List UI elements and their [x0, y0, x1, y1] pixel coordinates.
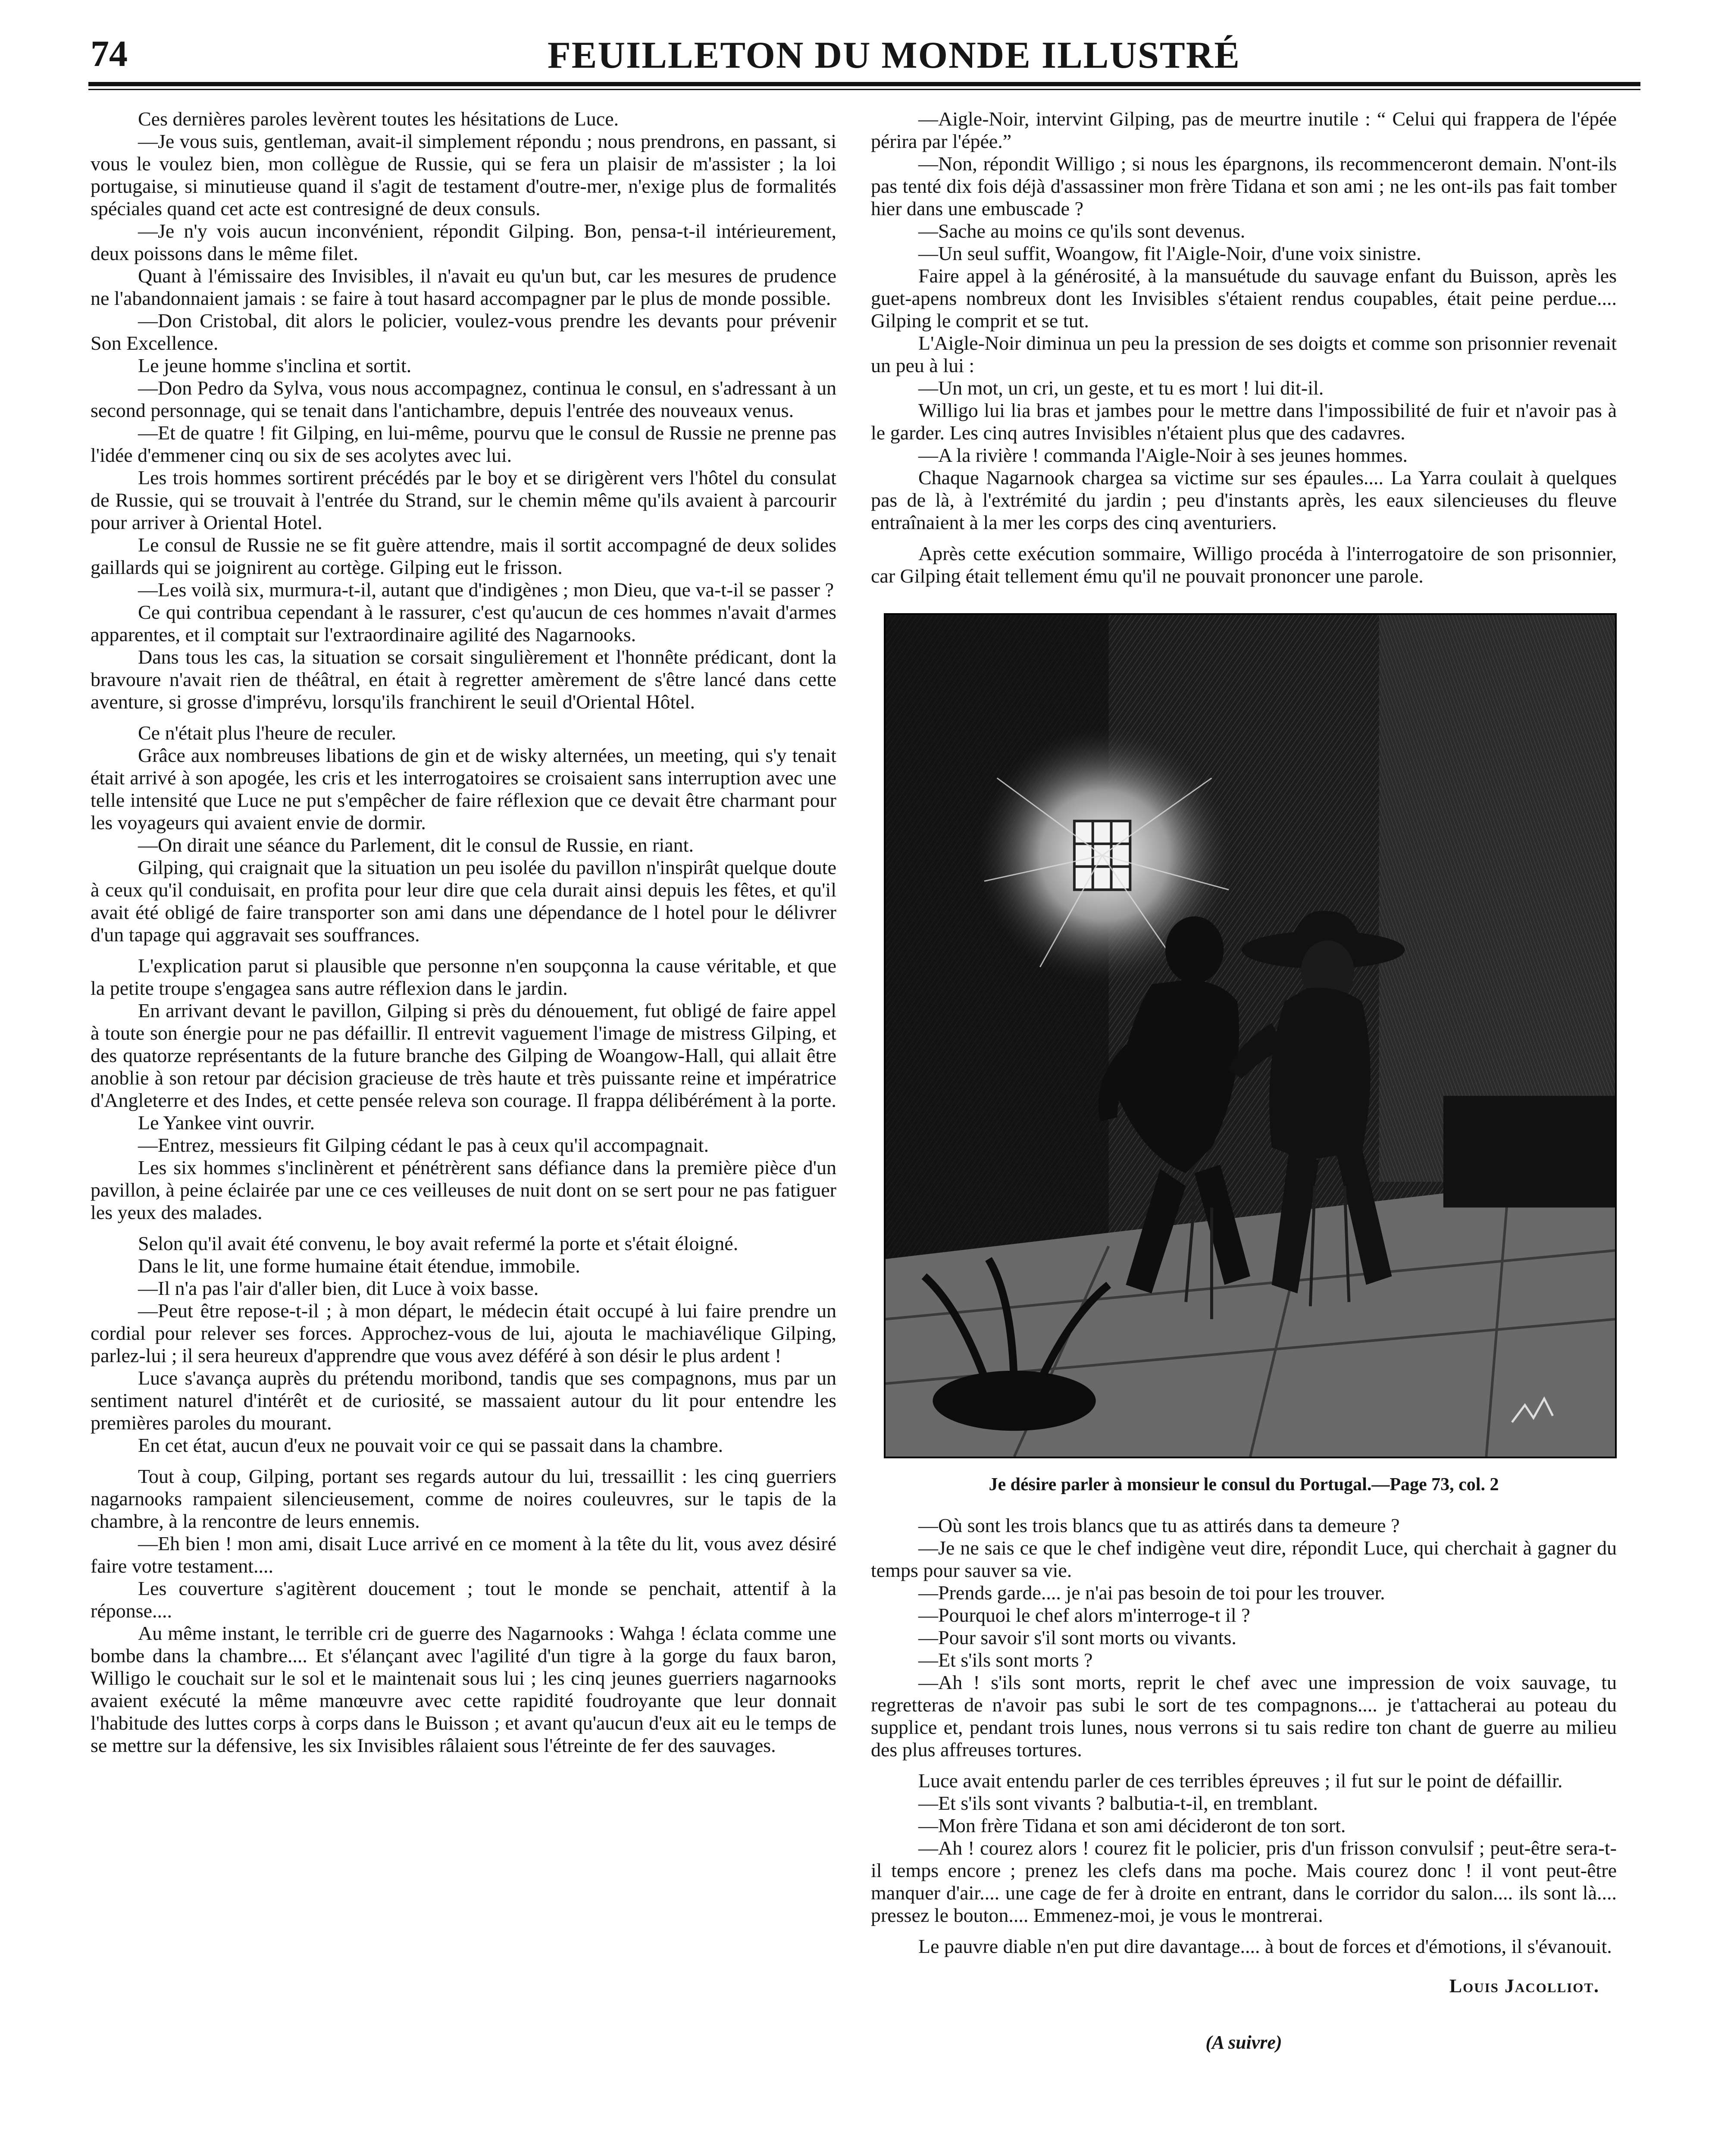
paragraph: —A la rivière ! commanda l'Aigle-Noir à ses jeunes hommes.: [918, 444, 1408, 466]
paragraph: —Prends garde.... je n'ai pas besoin de toi pour les trouver.: [918, 1582, 1385, 1604]
author-signature: Louis Jacolliot.: [1449, 1975, 1599, 1996]
paragraph: —Don Cristobal, dit alors le policier, voulez-vous prendre les devants pour prévenir Son Excellence.: [91, 310, 836, 354]
paragraph: Chaque Nagarnook chargea sa victime sur ses épaules.... La Yarra coulait à quelques pas de là, à l'extrémité du jardin ; peu d'instants après, les eaux silencieuses du fleuve entraînaient à la mer les corps des cinq aventuriers.: [871, 467, 1617, 533]
paragraph: Luce avait entendu parler de ces terribles épreuves ; il fut sur le point de défaillir.: [918, 1770, 1563, 1792]
paragraph: Le Yankee vint ouvrir.: [138, 1112, 315, 1134]
paragraph: —Entrez, messieurs fit Gilping cédant le pas à ceux qu'il accompagnait.: [138, 1134, 709, 1156]
paragraph: —Et s'ils sont vivants ? balbutia-t-il, en tremblant.: [918, 1792, 1318, 1814]
paragraph: —Non, répondit Willigo ; si nous les épargnons, ils recommenceront demain. N'ont-ils pas tenté dix fois déjà d'assassiner mon frère Tidana et son ami ; ne les ont-ils pas fait tomber hier dans une embuscade ?: [871, 153, 1617, 219]
header-rule: [88, 82, 1640, 86]
paragraph: Dans tous les cas, la situation se corsait singulièrement et l'honnête prédicant, dont la bravoure n'avait rien de théâtral, en était à regretter amèrement de s'être lancé dans cette aventure, si grosse d'imprévu, lorsqu'ils franchirent le seuil d'Oriental Hôtel.: [91, 646, 836, 713]
paragraph: Tout à coup, Gilping, portant ses regards autour du lui, tressaillit : les cinq guerriers nagarnooks rampaient silencieusement, comme de noires couleuvres, sur le tapis de la chambre, à la rencontre de leurs ennemis.: [91, 1465, 836, 1532]
paragraph: —Où sont les trois blancs que tu as attirés dans ta demeure ?: [918, 1514, 1400, 1536]
engraving-scene: [886, 615, 1615, 1457]
paragraph: Quant à l'émissaire des Invisibles, il n'avait eu qu'un but, car les mesures de prudence ne l'abandonnaient jamais : se faire à tout hasard accompagner par le plus de monde possible.: [91, 265, 836, 309]
paragraph: Après cette exécution sommaire, Willigo procéda à l'interrogatoire de son prisonnier, car Gilping était tellement ému qu'il ne pouvait prononcer une parole.: [871, 542, 1617, 587]
paragraph: Au même instant, le terrible cri de guerre des Nagarnooks : Wahga ! éclata comme une bombe dans la chambre.... Et s'élançant avec l'agilité d'un tigre à la gorge du faux baron, Willigo le couchait sur le sol et le maintenait sous lui ; les cinq jeunes guerriers nagarnooks avaient exécuté la même manœuvre avec cette rapidité foudroyante que leur donnait l'habitude des luttes corps à corps dans le Buisson ; et avant qu'aucun d'eux ait eu le temps de se mettre sur la défensive, les six Invisibles râlaient sous l'étreinte de fer des sauvages.: [91, 1622, 836, 1756]
paragraph: Les couverture s'agitèrent doucement ; tout le monde se penchait, attentif à la réponse....: [91, 1577, 836, 1622]
paragraph: Dans le lit, une forme humaine était étendue, immobile.: [138, 1255, 580, 1277]
engraving-illustration: [884, 613, 1617, 1458]
paragraph: Luce s'avança auprès du prétendu moribond, tandis que ses compagnons, mus par un sentiment naturel d'intérêt et de curiosité, se massaient autour du lit pour entendre les premières paroles du mourant.: [91, 1367, 836, 1434]
paragraph: —On dirait une séance du Parlement, dit le consul de Russie, en riant.: [138, 834, 694, 856]
paragraph: —Sache au moins ce qu'ils sont devenus.: [918, 220, 1246, 242]
paragraph: —Un mot, un cri, un geste, et tu es mort ! lui dit-il.: [918, 377, 1324, 399]
paragraph: —Et de quatre ! fit Gilping, en lui-même, pourvu que le consul de Russie ne prenne pas l'idée d'emmener cinq ou six de ses acolytes avec lui.: [91, 422, 836, 466]
paragraph: Le jeune homme s'inclina et sortit.: [138, 354, 412, 376]
paragraph: Ce qui contribua cependant à le rassurer, c'est qu'aucun de ces hommes n'avait d'armes apparentes, et il comptait sur l'extraordinaire agilité des Nagarnooks.: [91, 601, 836, 646]
paragraph: Ce n'était plus l'heure de reculer.: [138, 722, 397, 744]
paragraph: —Mon frère Tidana et son ami décideront de ton sort.: [918, 1814, 1346, 1836]
page-number: 74: [91, 33, 128, 74]
paragraph: Le pauvre diable n'en put dire davantage.... à bout de forces et d'émotions, il s'évanouit.: [918, 1935, 1612, 1957]
right-column: [871, 108, 1617, 2053]
paragraph: Willigo lui lia bras et jambes pour le mettre dans l'impossibilité de fuir et n'avoir pas à le garder. Les cinq autres Invisibles n'étaient plus que des cadavres.: [871, 399, 1617, 444]
paragraph: —Un seul suffit, Woangow, fit l'Aigle-Noir, d'une voix sinistre.: [918, 242, 1421, 264]
paragraph: L'Aigle-Noir diminua un peu la pression de ses doigts et comme son prisonnier revenait un peu à lui :: [871, 332, 1617, 376]
paragraph: —Peut être repose-t-il ; à mon départ, le médecin était occupé à lui faire prendre un cordial pour relever ses forces. Approchez-vous de lui, ajouta le machiavélique Gilping, parlez-lui ; il sera heureux d'apprendre que vous avez déféré à son désir le plus ardent !: [91, 1300, 836, 1366]
paragraph: Le consul de Russie ne se fit guère attendre, mais il sortit accompagné de deux solides gaillards qui se joignirent au cortège. Gilping eut le frisson.: [91, 534, 836, 578]
paragraph: —Pourquoi le chef alors m'interroge-t il ?: [918, 1604, 1250, 1626]
paragraph: L'explication parut si plausible que personne n'en soupçonna la cause véritable, et que la petite troupe s'engagea sans autre réflexion dans le jardin.: [91, 955, 836, 999]
paragraph: —Ah ! courez alors ! courez fit le policier, pris d'un frisson convulsif ; peut-être sera-t-il temps encore ; prenez les clefs dans ma poche. Mais courez donc ! il vont peut-être manquer d'air.... une cage de fer à droite en entrant, dans le corridor du salon.... ils sont là.... pressez le bouton.... Emmenez-moi, je vous le montrerai.: [871, 1837, 1617, 1926]
paragraph: Faire appel à la générosité, à la mansuétude du sauvage enfant du Buisson, après les guet-apens nombreux dont les Invisibles s'étaient rendus coupables, était peine perdue.... Gilping le comprit et se tut.: [871, 265, 1617, 332]
paragraph: —Il n'a pas l'air d'aller bien, dit Luce à voix basse.: [138, 1277, 539, 1299]
paragraph: Les trois hommes sortirent précédés par le boy et se dirigèrent vers l'hôtel du consulat de Russie, qui se trouvait à l'entrée du Strand, sur le chemin même qu'ils avaient à parcourir pour arriver à Oriental Hotel.: [91, 467, 836, 533]
right-column-top-text: [871, 108, 1617, 587]
header-rule-thin: [88, 89, 1640, 90]
paragraph: —Je n'y vois aucun inconvénient, répondit Gilping. Bon, pensa-t-il intérieurement, deux poissons dans le même filet.: [91, 220, 836, 264]
paragraph: Ces dernières paroles levèrent toutes les hésitations de Luce.: [138, 108, 619, 130]
right-column-bottom-text: [871, 1514, 1617, 1958]
paragraph: —Les voilà six, murmura-t-il, autant que d'indigènes ; mon Dieu, que va-t-il se passer ?: [138, 579, 834, 601]
paragraph: —Je ne sais ce que le chef indigène veut dire, répondit Luce, qui cherchait à gagner du temps pour sauver sa vie.: [871, 1537, 1617, 1581]
paragraph: Gilping, qui craignait que la situation un peu isolée du pavillon n'inspirât quelque doute à ceux qu'il conduisait, en profita pour leur dire que cela durait ainsi depuis les fêtes, et qu'il avait été obligé de faire transporter son ami dans une dépendance de l hotel pour le délivrer d'un tapage qui aggravait ses souffrances.: [91, 856, 836, 946]
paragraph: Selon qu'il avait été convenu, le boy avait refermé la porte et s'était éloigné.: [138, 1232, 739, 1254]
paragraph: En cet état, aucun d'eux ne pouvait voir ce qui se passait dans la chambre.: [138, 1434, 723, 1456]
paragraph: Les six hommes s'inclinèrent et pénétrèrent sans défiance dans la première pièce d'un pavillon, à peine éclairée par une ce ces veilleuses de nuit dont on se sert pour ne pas fatiguer les yeux des malades.: [91, 1156, 836, 1223]
paragraph: —Je vous suis, gentleman, avait-il simplement répondu ; nous prendrons, en passant, si vous le voulez bien, mon collègue de Russie, qui se fera un plaisir de m'assister ; la loi portugaise, si minutieuse quand il s'agit de testament d'outre-mer, n'exige plus de formalités spéciales quand cet acte est contresigné de deux consuls.: [91, 130, 836, 219]
paragraph: —Pour savoir s'il sont morts ou vivants.: [918, 1626, 1236, 1648]
paragraph: —Aigle-Noir, intervint Gilping, pas de meurtre inutile : “ Celui qui frappera de l'épée périra par l'épée.”: [871, 108, 1617, 152]
paragraph: —Ah ! s'ils sont morts, reprit le chef avec une impression de voix sauvage, tu regretteras de n'avoir pas subi le sort de tes compagnons.... je t'attacherai au poteau du supplice et, pendant trois lunes, nous verrons si tu sais redire ton chant de guerre au milieu des plus affreuses tortures.: [871, 1671, 1617, 1761]
paragraph: Grâce aux nombreuses libations de gin et de wisky alternées, un meeting, qui s'y tenait était arrivé à son apogée, les cris et les interrogatoires se croisaient sans interruption avec une telle intensité que Luce ne put s'empêcher de faire réflexion que ce devait être charmant pour les voyageurs qui avaient envie de dormir.: [91, 744, 836, 834]
paragraph: —Don Pedro da Sylva, vous nous accompagnez, continua le consul, en s'adressant à un second personnage, qui se tenait dans l'antichambre, depuis l'entrée des nouveaux venus.: [91, 377, 836, 421]
illustration-caption: Je désire parler à monsieur le consul du Portugal.—Page 73, col. 2: [989, 1475, 1499, 1495]
paragraph: —Et s'ils sont morts ?: [918, 1649, 1093, 1671]
paragraph: —Eh bien ! mon ami, disait Luce arrivé en ce moment à la tête du lit, vous avez désiré faire votre testament....: [91, 1532, 836, 1577]
to-be-continued: (A suivre): [1205, 2032, 1282, 2053]
paragraph: En arrivant devant le pavillon, Gilping si près du dénouement, fut obligé de faire appel à toute son énergie pour ne pas défaillir. Il entrevit vaguement l'image de mistress Gilping, et des quatorze représentants de la future branche des Gilping de Woangow-Hall, qui allait être anoblie à son retour par décision gracieuse de très haute et très puissante reine et impératrice d'Angleterre et des Indes, et cette pensée releva son courage. Il frappa délibérément à la porte.: [91, 1000, 836, 1111]
running-head: FEUILLETON DU MONDE ILLUSTRÉ: [548, 34, 1240, 76]
left-column: [91, 108, 836, 1757]
